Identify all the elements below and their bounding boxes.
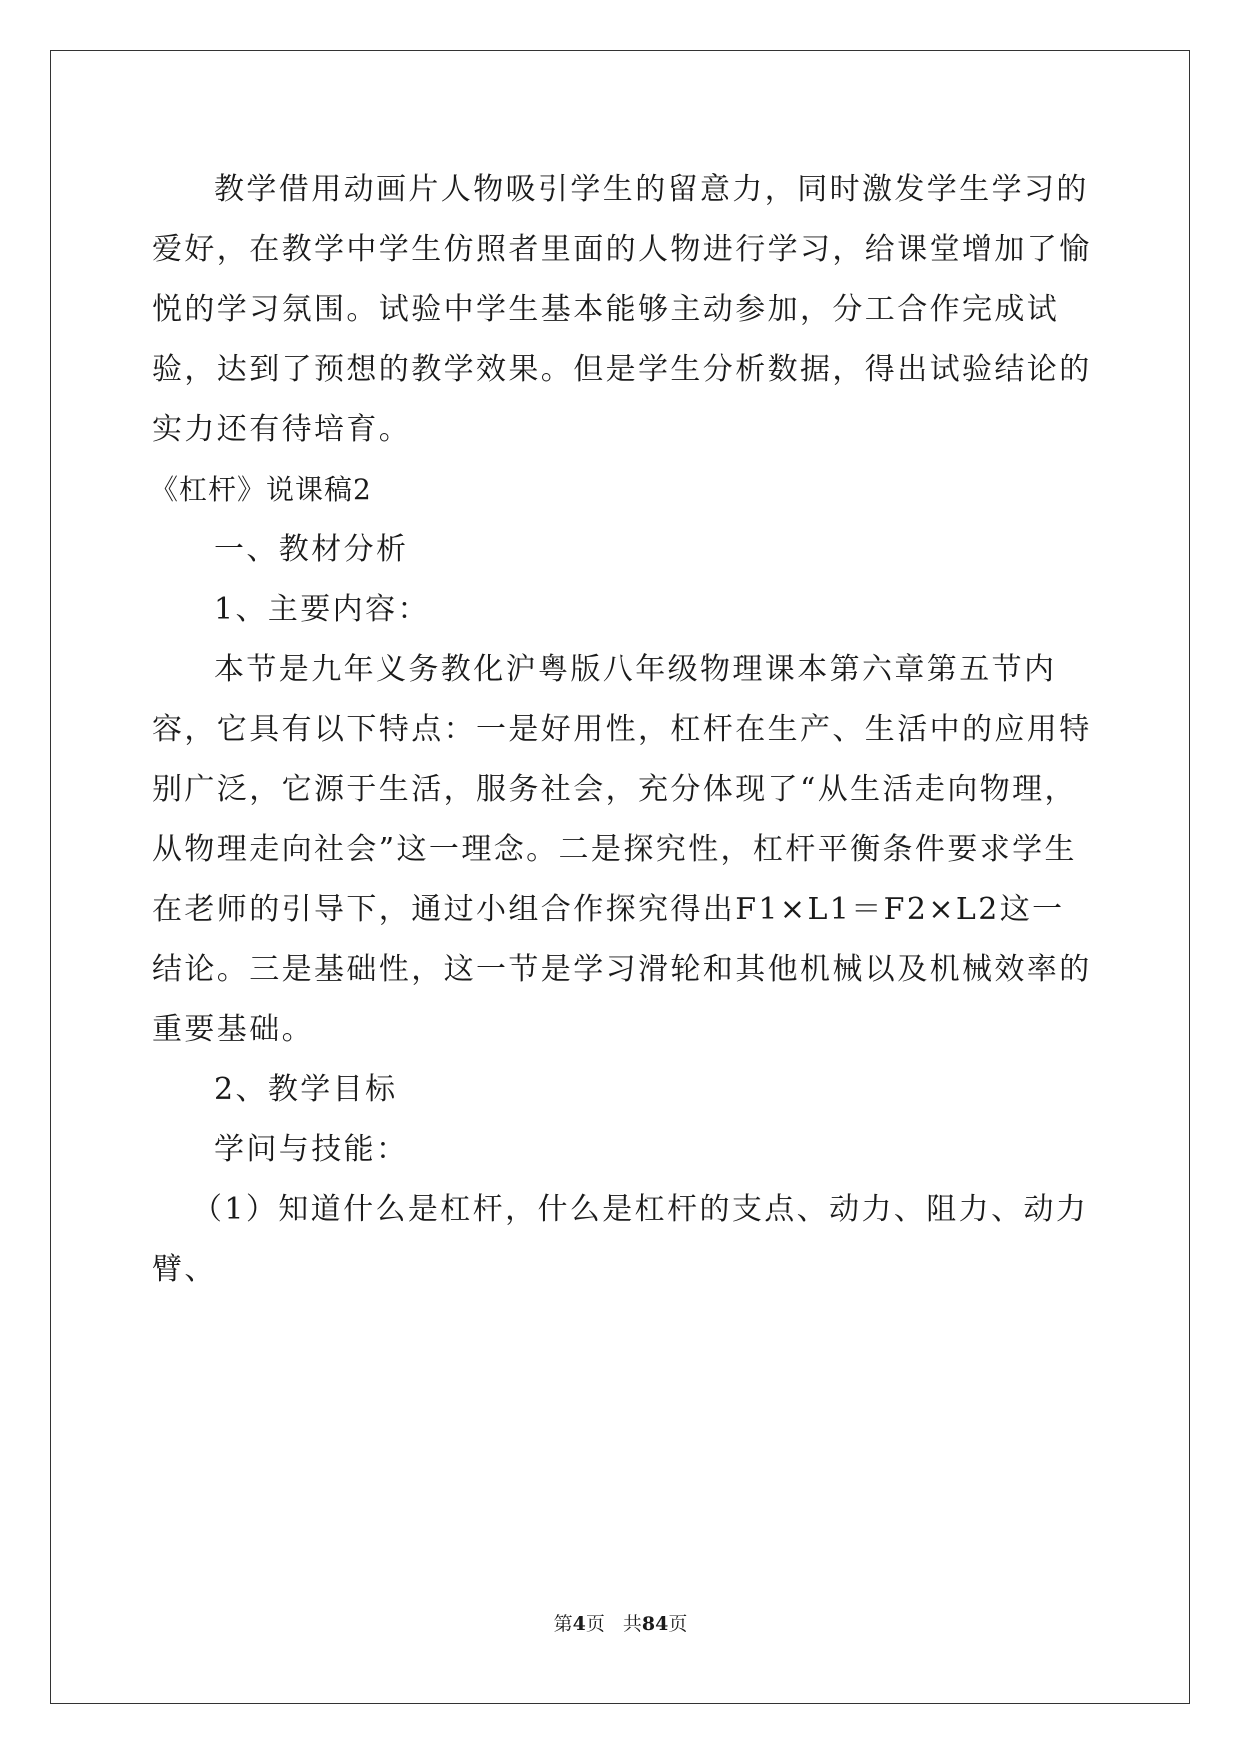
heading-knowledge-skills: 学问与技能： [214, 1132, 409, 1167]
list-item-1: （1）知道什么是杠杆，什么是杠杆的支点、动力、阻力、动力臂、 [152, 1192, 1089, 1287]
page-number: 4 [572, 1613, 586, 1635]
heading-main-content: 1、主要内容： [214, 592, 430, 627]
document-body [152, 160, 1092, 1300]
total-prefix: 共 [622, 1613, 642, 1635]
total-pages: 84 [641, 1613, 669, 1635]
page-suffix: 页 [585, 1613, 605, 1635]
total-suffix: 页 [668, 1613, 688, 1635]
page-footer [0, 1612, 1241, 1636]
section-title: 《杠杆》说课稿2 [150, 473, 372, 506]
heading-textbook-analysis: 一、教材分析 [214, 532, 409, 567]
paragraph-content-description: 本节是九年义务教化沪粤版八年级物理课本第六章第五节内容，它具有以下特点：一是好用性，杠杆在生产、生活中的应用特别广泛，它源于生活，服务社会，充分体现了“从生活走向物理，从物理走向社会”这一理念。二是探究性，杠杆平衡条件要求学生在老师的引导下，通过小组合作探究得出F1×L1＝F2×L2这一结论。三是基础性，这一节是学习滑轮和其他机械以及机械效率的重要基础。 [152, 652, 1092, 1047]
heading-teaching-goals: 2、教学目标 [214, 1072, 398, 1107]
page-prefix: 第 [553, 1613, 573, 1635]
paragraph-reflection: 教学借用动画片人物吸引学生的留意力，同时激发学生学习的爱好，在教学中学生仿照者里面的人物进行学习，给课堂增加了愉悦的学习氛围。试验中学生基本能够主动参加，分工合作完成试验，达到了预想的教学效果。但是学生分析数据，得出试验结论的实力还有待培育。 [152, 172, 1092, 447]
